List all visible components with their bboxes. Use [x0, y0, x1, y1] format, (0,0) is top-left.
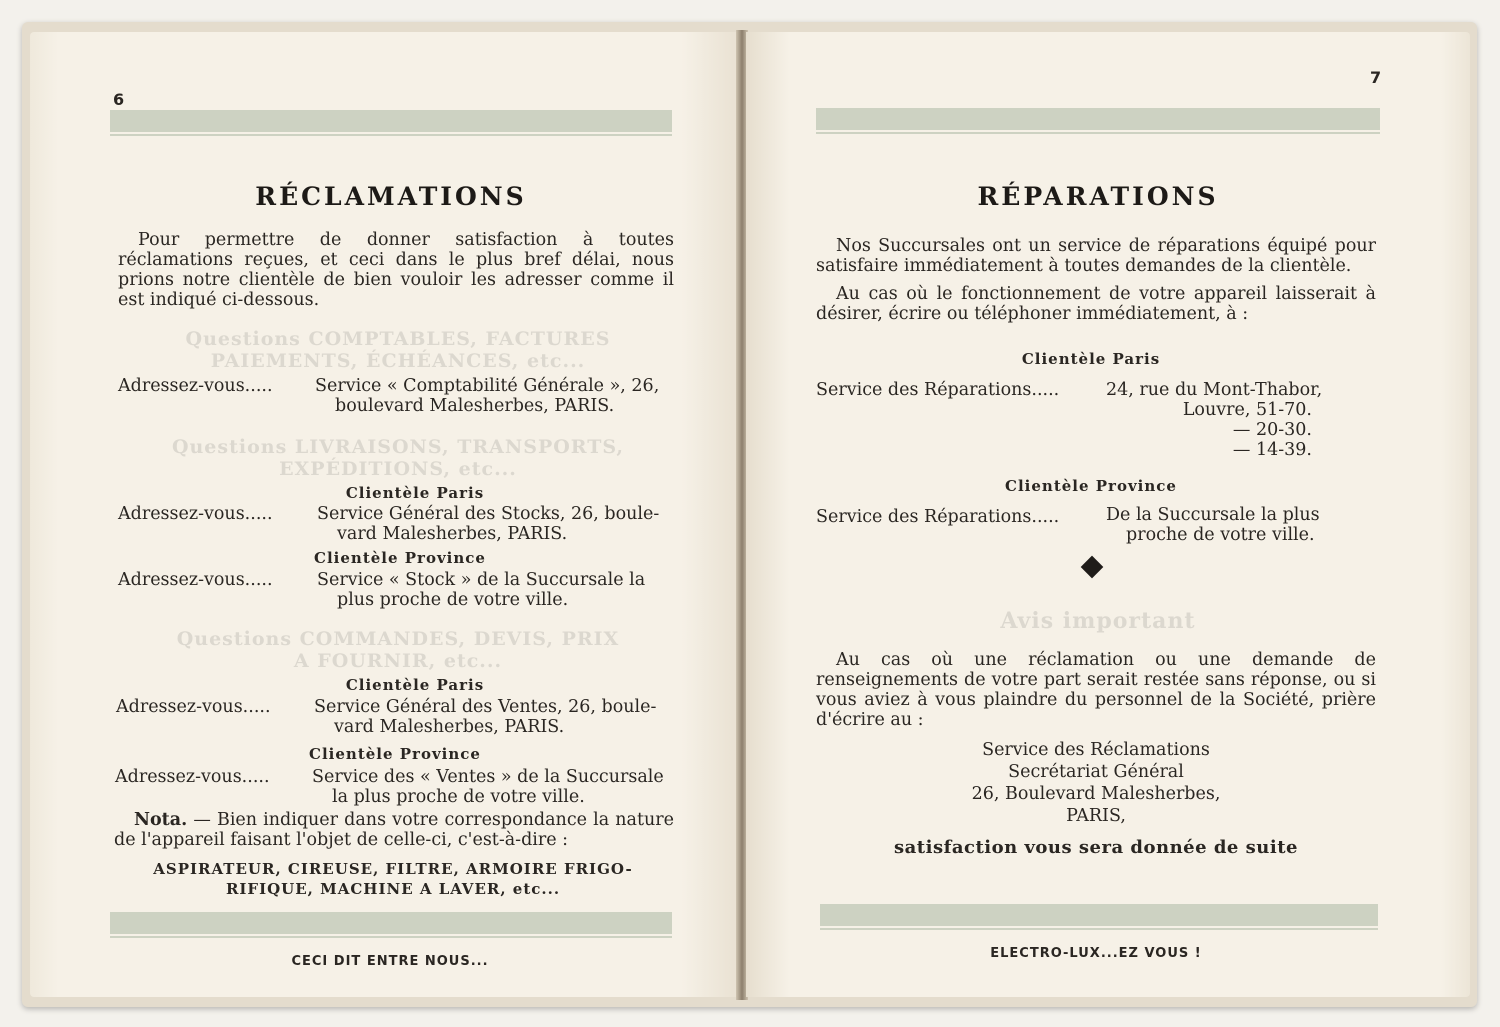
section-heading-deliveries: Questions LIVRAISONS, TRANSPORTS, EXPÉDITIONS, etc...	[171, 436, 625, 480]
client-province-heading: Clientèle Province	[314, 549, 486, 567]
open-booklet	[22, 22, 1477, 1007]
address-text: Service des « Ventes » de la Succursale la plus proche de votre ville.	[312, 767, 664, 807]
address-label: Adressez-vous.....	[116, 697, 271, 717]
nota-paragraph: Nota. — Bien indiquer dans votre correspondance la nature de l'appareil faisant l'objet de celle-ci, c'est-à-dire :	[114, 810, 674, 850]
page-footer: ELECTRO-LUX...EZ VOUS !	[990, 946, 1202, 961]
complaints-address: Service des Réclamations Secrétariat Général 26, Boulevard Malesherbes, PARIS,	[971, 740, 1221, 826]
section-heading-orders: Questions COMMANDES, DEVIS, PRIX A FOURNIR, etc...	[176, 628, 620, 672]
client-province-heading: Clientèle Province	[309, 745, 481, 763]
repairs-label: Service des Réparations.....	[816, 380, 1060, 400]
section-heading-accounting: Questions COMPTABLES, FACTURES PAIEMENTS, ÉCHÉANCES, etc...	[185, 328, 611, 372]
address-label: Adressez-vous.....	[115, 767, 270, 787]
notice-paragraph: Au cas où une réclamation ou une demande de renseignements de votre part serait restée sans réponse, ou si vous aviez à vous plaindre du personnel de la Société, prière d'écrire au :	[816, 650, 1376, 730]
intro-paragraph: Pour permettre de donner satisfaction à toutes réclamations reçues, et ceci dans le plus bref délai, nous prions notre clientèle de bien vouloir les adresser comme il est indiqué ci-dessous.	[118, 230, 674, 310]
page-number: 7	[1370, 68, 1382, 87]
address-text: Service Général des Ventes, 26, boule- vard Malesherbes, PARIS.	[314, 697, 657, 737]
client-paris-heading: Clientèle Paris	[345, 676, 485, 694]
appliances-list: ASPIRATEUR, CIREUSE, FILTRE, ARMOIRE FRIGO- RIFIQUE, MACHINE A LAVER, etc...	[153, 860, 633, 898]
repairs-paris-address: 24, rue du Mont-Thabor, Louvre, 51-70. — 20-30. — 14-39.	[1106, 380, 1323, 460]
header-band	[816, 108, 1380, 130]
left-page	[30, 32, 738, 997]
address-text: Service « Stock » de la Succursale la plus proche de votre ville.	[317, 570, 646, 610]
address-text: Service « Comptabilité Générale », 26, boulevard Malesherbes, PARIS.	[315, 376, 660, 416]
client-province-heading: Clientèle Province	[1005, 477, 1177, 495]
address-label: Adressez-vous.....	[118, 570, 273, 590]
page-number: 6	[113, 90, 125, 109]
repairs-label: Service des Réparations.....	[816, 507, 1060, 527]
right-page	[746, 32, 1470, 997]
address-text: Service Général des Stocks, 26, boule- vard Malesherbes, PARIS.	[317, 504, 660, 544]
repairs-province-address: De la Succursale la plus proche de votre ville.	[1106, 505, 1320, 545]
footer-band	[820, 904, 1378, 926]
client-paris-heading: Clientèle Paris	[1021, 350, 1161, 368]
footer-band	[110, 912, 672, 934]
repairs-contact-paragraph: Au cas où le fonctionnement de votre appareil laisserait à désirer, écrire ou téléphoner immédiatement, à :	[816, 284, 1376, 324]
notice-heading: Avis important	[1000, 608, 1196, 634]
address-label: Adressez-vous.....	[118, 376, 273, 396]
closing-statement: satisfaction vous sera donnée de suite	[894, 837, 1298, 858]
page-footer: CECI DIT ENTRE NOUS...	[291, 954, 489, 969]
diamond-ornament-icon	[1081, 556, 1104, 579]
page-title: RÉPARATIONS	[977, 182, 1219, 211]
page-title: RÉCLAMATIONS	[255, 182, 527, 211]
header-band	[110, 110, 672, 132]
address-label: Adressez-vous.....	[118, 504, 273, 524]
repairs-intro-paragraph: Nos Succursales ont un service de réparations équipé pour satisfaire immédiatement à toutes demandes de la clientèle.	[816, 236, 1376, 276]
client-paris-heading: Clientèle Paris	[345, 484, 485, 502]
